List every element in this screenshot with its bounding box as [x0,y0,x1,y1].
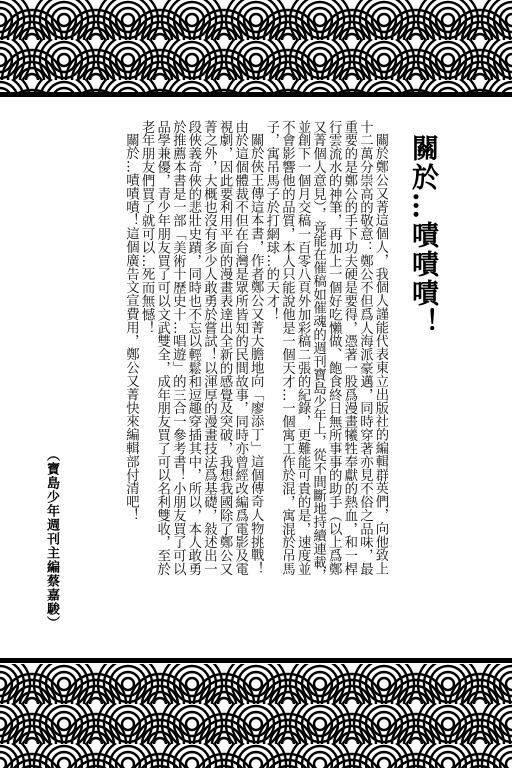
wave-pattern-top [0,0,512,92]
article-page [0,98,512,656]
author-credit: （寶島少年週刊主編蔡嘉駿） [44,448,59,630]
article-title: 關於…嘖嘖嘖！ [407,134,438,337]
top-wave-border [0,0,512,92]
wave-pattern-bottom [0,664,512,768]
top-divider [0,92,512,97]
paragraph-2: 關於俠王傳這本書，作者鄭公又菁大膽地向「廖添丁」這個傳奇人物挑戰！由於這個體裁不但在台灣是眾所皆知的民間故事，同時亦曾經改編爲電影及電視劇，因此要利用平面的漫畫表達出全新的感覺及突破，我想我國除了鄭公又菁之外，大概也沒有多少人敢勇於嘗試！以渾厚的漫畫技法爲基礎，敍述出一段俠義奇俠的悲壯史蹟，同時也不忘以輕鬆和逗趣穿插其中，所以，本人敢勇於推薦本書是一部「美術十歷史十…唱遊」的三合一參考書！小朋友買了可以品學兼優，青少年朋友買了可以文武雙全，成年朋友買了可以名利雙收，至於老年朋友們買了就可以…死而無憾！ [139,120,264,576]
paragraph-1: 關於鄭公又菁這個人，我個人謹能代表東立出版社的編輯群英們，向他致上十二萬分崇高的敬意：鄭公不但爲人海派豪邁，同時穿著亦見不俗之品味，最重要的是鄭公的手下功夫硬是要得，憑著一股爲漫畫犧牲奉獻的熱血，和一桿行雲流水的神筆，再加上一個好吃懶做、飽食終日無所事事的助手（以上爲鄭又菁個人意見），竟能在催稿如催魂的週刊寶島少年上，從不間斷地持續連載，並創下一個月交稿一百零八頁外加彩稿二張的紀錄，更難能可貴的是，速度並不會影響他的品質，本人只能說他是一個天才…一個寓工作於混，寓混於吊馬子，寓吊馬子於打網球…的天才！ [263,120,388,583]
article-body [88,120,388,588]
bottom-wave-border [0,664,512,768]
paragraph-3: 關於…嘖嘖嘖！這個廣告文宣費用，鄭公又菁快來編輯部付清吧！ [123,133,139,522]
bottom-divider [0,658,512,663]
